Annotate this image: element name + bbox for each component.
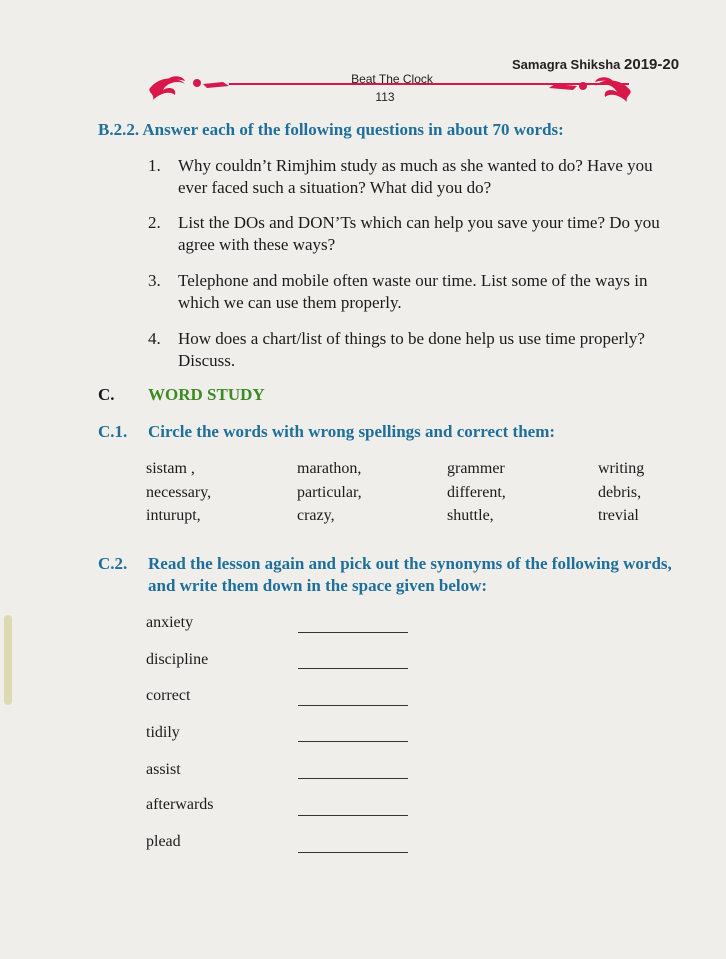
spelling-word: crazy, (297, 507, 335, 524)
page-stain (4, 615, 12, 705)
spelling-word: necessary, (146, 484, 212, 501)
spelling-word: sistam , (146, 460, 195, 477)
answer-blank[interactable] (298, 705, 408, 706)
question-text: Telephone and mobile often waste our time. List some of the ways in which we can use them properly. (178, 271, 648, 312)
question-text: List the DOs and DON’Ts which can help you save your time? Do you agree with these ways? (178, 213, 660, 254)
answer-blank[interactable] (298, 815, 408, 816)
answer-blank[interactable] (298, 741, 408, 742)
spelling-word: debris, (598, 484, 642, 501)
answer-blank[interactable] (298, 632, 408, 633)
c1-label: C.1. (98, 422, 128, 441)
c1-heading: Circle the words with wrong spellings and correct them: (148, 422, 556, 441)
series-name: Samagra Shiksha (512, 57, 621, 72)
answer-blank[interactable] (298, 778, 408, 779)
series-year: 2019-20 (624, 56, 680, 73)
synonym-word: afterwards (146, 796, 214, 813)
synonym-word: correct (146, 687, 191, 704)
question-number: 4. (148, 329, 161, 348)
spelling-word: particular, (297, 484, 362, 501)
synonym-word: assist (146, 761, 181, 778)
b22-heading: B.2.2. Answer each of the following questions in about 70 words: (98, 120, 564, 139)
spelling-word: different, (447, 484, 506, 501)
answer-blank[interactable] (298, 852, 408, 853)
spelling-word: marathon, (297, 460, 362, 477)
question-text: How does a chart/list of things to be done help us use time properly? Discuss. (178, 329, 645, 370)
synonym-word: plead (146, 833, 181, 850)
c2-heading: Read the lesson again and pick out the synonyms of the following words, and write them down in the space given below: (148, 554, 672, 595)
spelling-word: writing (598, 460, 645, 477)
spelling-word: grammer (447, 460, 505, 477)
page-number: 113 (375, 90, 395, 104)
synonym-word: anxiety (146, 614, 194, 631)
spelling-word: trevial (598, 507, 639, 524)
section-c-title: WORD STUDY (148, 385, 265, 404)
question-number: 3. (148, 271, 161, 290)
answer-blank[interactable] (298, 668, 408, 669)
question-number: 2. (148, 213, 161, 232)
synonym-word: discipline (146, 651, 209, 668)
spelling-word: shuttle, (447, 507, 494, 524)
spelling-word: inturupt, (146, 507, 201, 524)
c2-label: C.2. (98, 554, 128, 573)
question-text: Why couldn’t Rimjhim study as much as she wanted to do? Have you ever faced such a situation? What did you do? (178, 156, 653, 197)
question-number: 1. (148, 156, 161, 175)
chapter-title: Beat The Clock (351, 72, 433, 86)
synonym-word: tidily (146, 724, 180, 741)
section-c-label: C. (98, 385, 115, 404)
